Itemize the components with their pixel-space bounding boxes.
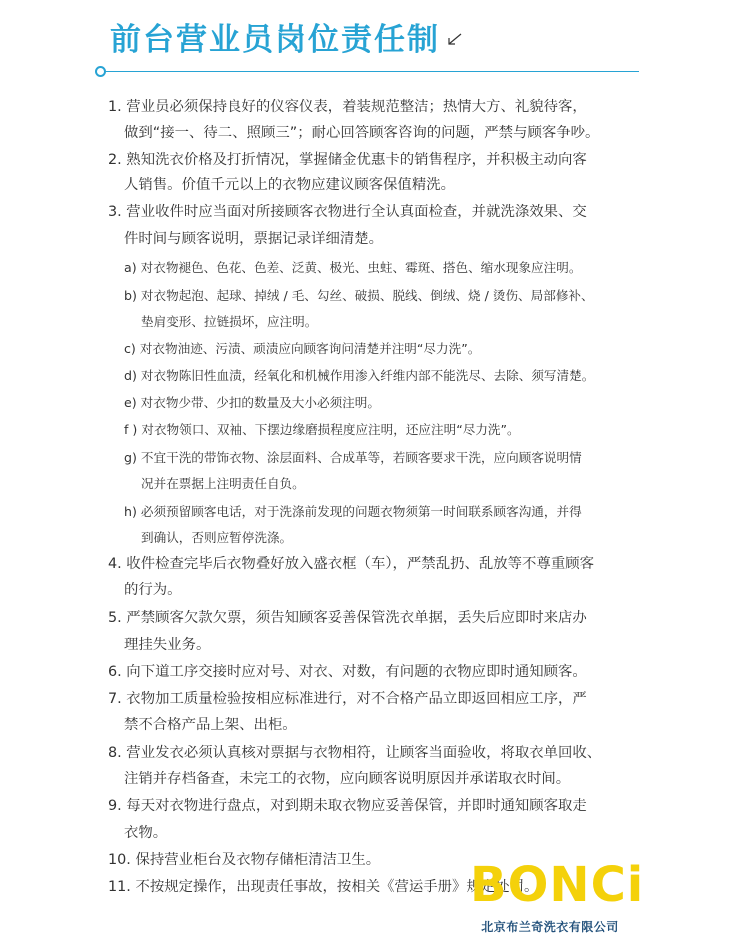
- list-item-line: 人销售。价值千元以上的衣物应建议顾客保值精洗。: [124, 177, 455, 193]
- list-item-line: 10. 保持营业柜台及衣物存储柜清洁卫生。: [108, 852, 381, 868]
- company-name: 北京布兰奇洗衣有限公司: [481, 920, 619, 934]
- list-item-line: 做到“接一、待二、照顾三”；耐心回答顾客咨询的问题，严禁与顾客争吵。: [124, 125, 600, 141]
- sub-item-line: g) 不宜干洗的带饰衣物、涂层面料、合成革等，若顾客要求干洗，应向顾客说明情: [124, 450, 582, 465]
- sub-item-line: b) 对衣物起泡、起球、掉绒 / 毛、勾丝、破损、脱线、倒绒、烧 / 烫伤、局部修补、: [124, 288, 594, 303]
- sub-item-line: h) 必须预留顾客电话，对于洗涤前发现的问题衣物须第一时间联系顾客沟通，并得: [124, 504, 582, 519]
- list-item-line: 9. 每天对衣物进行盘点，对到期未取衣物应妥善保管，并即时通知顾客取走: [108, 798, 587, 814]
- list-item-line: 禁不合格产品上架、出柜。: [124, 717, 297, 733]
- list-item-line: 5. 严禁顾客欠款欠票，须告知顾客妥善保管洗衣单据，丢失后应即时来店办: [108, 610, 587, 626]
- list-item-line: 2. 熟知洗衣价格及打折情况，掌握储金优惠卡的销售程序，并积极主动向客: [108, 152, 587, 168]
- page-title: 前台营业员岗位责任制: [110, 22, 440, 58]
- sub-item-line: c) 对衣物油迹、污渍、顽渍应向顾客询问清楚并注明“尽力洗”。: [124, 341, 481, 356]
- list-item-line: 衣物。: [124, 825, 168, 841]
- list-item-line: 4. 收件检查完毕后衣物叠好放入盛衣框（车），严禁乱扔、乱放等不尊重顾客: [108, 556, 594, 572]
- sub-item-line: f ) 对衣物领口、双袖、下摆边缘磨损程度应注明，还应注明“尽力洗”。: [124, 422, 520, 437]
- sub-item-line: 况并在票据上注明责任自负。: [141, 476, 305, 491]
- list-item-line: 注销并存档备查，未完工的衣物，应向顾客说明原因并承诺取衣时间。: [124, 771, 571, 787]
- circle-dot-icon: [95, 66, 106, 77]
- sub-item-line: 到确认，否则应暂停洗涤。: [141, 530, 293, 545]
- title-divider: [106, 71, 639, 72]
- sub-item-line: d) 对衣物陈旧性血渍，经氧化和机械作用渗入纤维内部不能洗尽、去除、须写清楚。: [124, 368, 595, 383]
- list-item-line: 7. 衣物加工质量检验按相应标准进行，对不合格产品立即返回相应工序，严: [108, 691, 587, 707]
- list-item-line: 11. 不按规定操作，出现责任事故，按相关《营运手册》规定处罚。: [108, 879, 539, 895]
- resize-diagonal-icon: [447, 32, 463, 46]
- sub-item-line: e) 对衣物少带、少扣的数量及大小必须注明。: [124, 395, 380, 410]
- sub-item-line: a) 对衣物褪色、色花、色差、泛黄、极光、虫蛀、霉斑、搭色、缩水现象应注明。: [124, 260, 582, 275]
- list-item-line: 6. 向下道工序交接时应对号、对衣、对数，有问题的衣物应即时通知顾客。: [108, 664, 587, 680]
- list-item-line: 1. 营业员必须保持良好的仪容仪表，着装规范整洁；热情大方、礼貌待客，: [108, 99, 587, 115]
- sub-item-line: 垫肩变形、拉链损坏，应注明。: [141, 314, 318, 329]
- list-item-line: 3. 营业收件时应当面对所接顾客衣物进行全认真面检查，并就洗涤效果、交: [108, 204, 587, 220]
- list-item-line: 理挂失业务。: [124, 637, 211, 653]
- brand-logo: BONCi: [470, 857, 645, 913]
- list-item-line: 件时间与顾客说明，票据记录详细清楚。: [124, 231, 384, 247]
- list-item-line: 8. 营业发衣必须认真核对票据与衣物相符，让顾客当面验收，将取衣单回收、: [108, 745, 602, 761]
- list-item-line: 的行为。: [124, 582, 182, 598]
